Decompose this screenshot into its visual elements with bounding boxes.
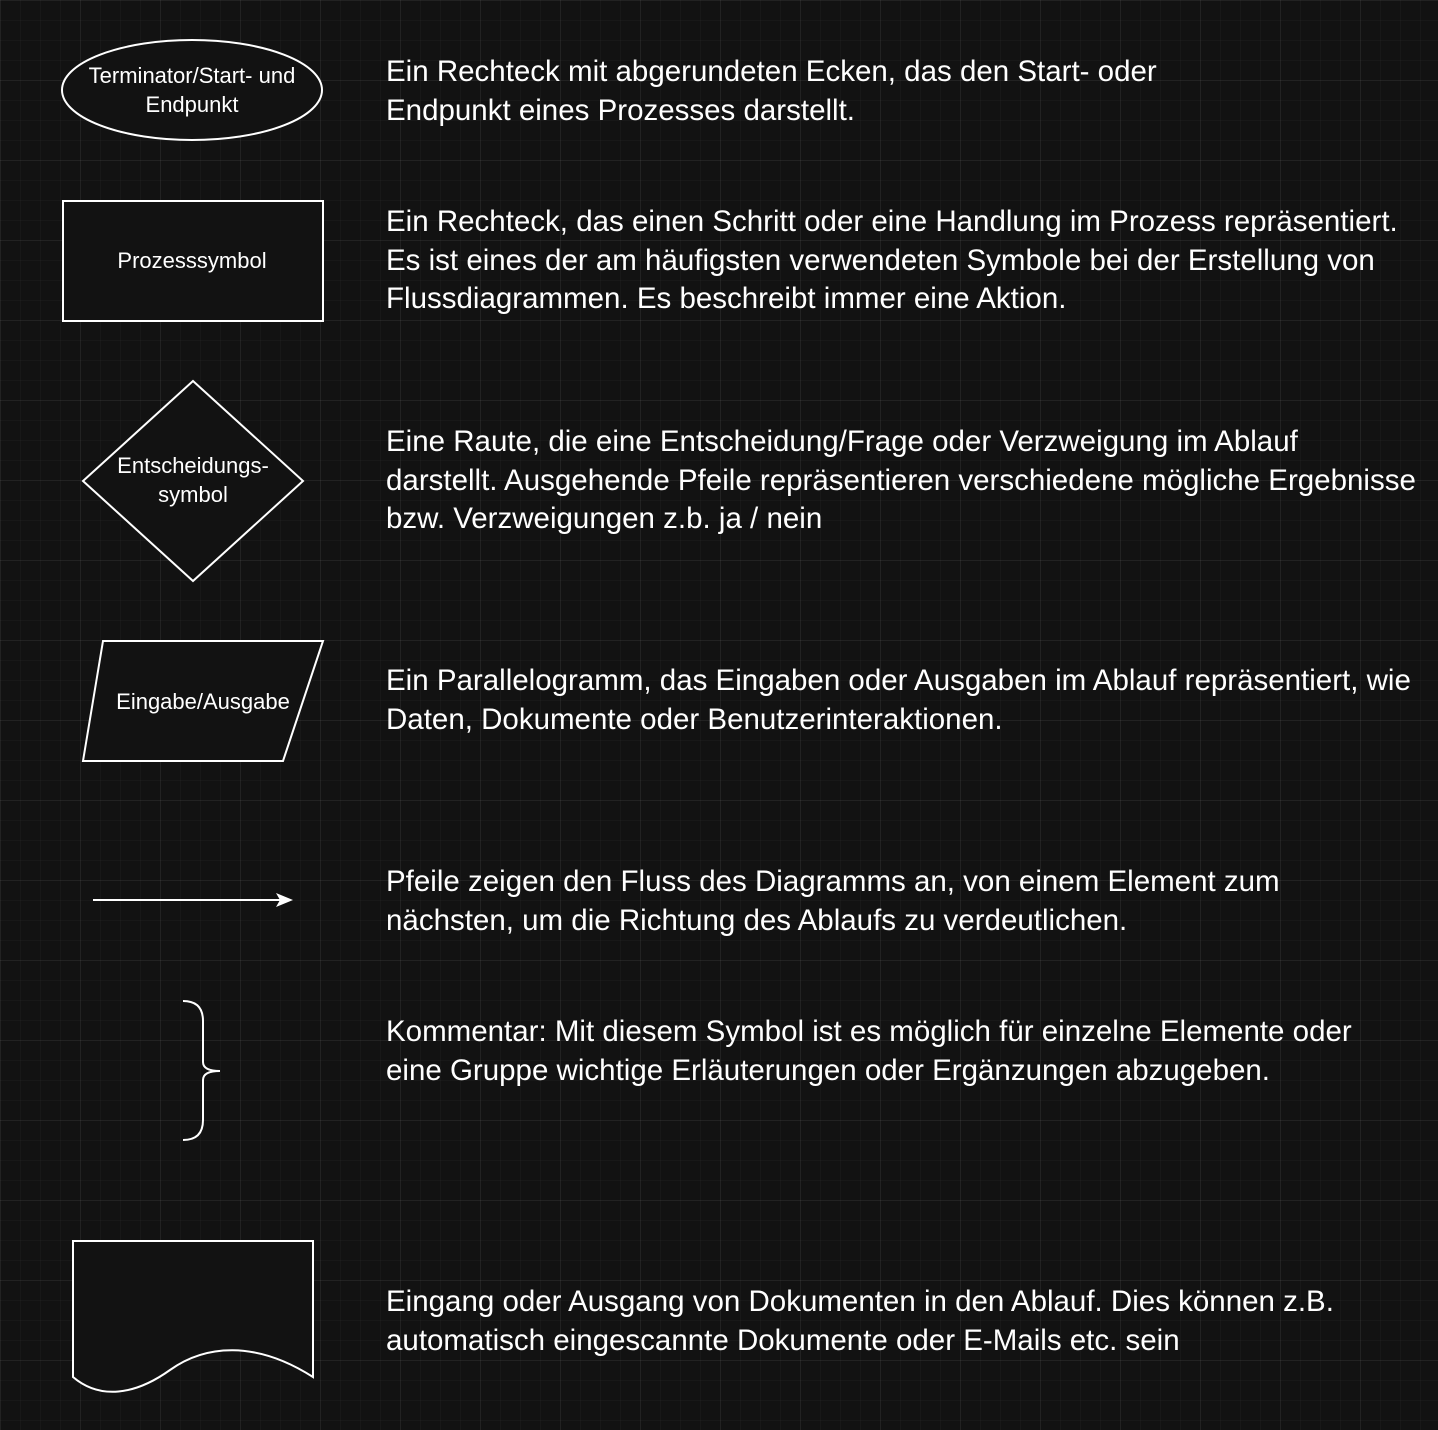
arrow-description: Pfeile zeigen den Fluss des Diagramms an, von einem Element zum nächsten, um die Richtung des Ablaufs zu verdeutlichen. [386, 865, 1280, 937]
process-description: Ein Rechteck, das einen Schritt oder eine Handlung im Prozess repräsentiert. Es ist eines der am häufigsten verwendeten Symbole bei der Erstellung von Flussdiagrammen. Es beschreibt immer eine Aktion. [386, 205, 1398, 315]
terminator-label: Terminator/Start- und Endpunkt [88, 63, 296, 117]
arrow-symbol[interactable] [93, 893, 293, 907]
comment-description: Kommentar: Mit diesem Symbol ist es möglich für einzelne Elemente oder eine Gruppe wichtige Erläuterungen oder Ergänzungen abzugeben. [386, 1015, 1352, 1087]
process-label: Prozesssymbol [117, 248, 267, 273]
input-output-description: Ein Parallelogramm, das Eingaben oder Ausgaben im Ablauf repräsentiert, wie Daten, Dokumente oder Benutzerinteraktionen. [386, 664, 1411, 736]
comment-brace-shape[interactable] [183, 1001, 220, 1140]
document-description: Eingang oder Ausgang von Dokumenten in den Ablauf. Dies können z.B. automatisch eingescannte Dokumente oder E-Mails etc. sein [386, 1285, 1334, 1357]
decision-label: Entscheidungs-symbol [117, 453, 269, 507]
document-shape[interactable] [73, 1241, 313, 1392]
decision-description: Eine Raute, die eine Entscheidung/Frage oder Verzweigung im Ablauf darstellt. Ausgehende Pfeile repräsentieren verschiedene mögliche Ergebnisse bzw. Verzweigungen z.b. ja / nein [386, 425, 1416, 535]
input-output-label: Eingabe/Ausgabe [116, 689, 290, 714]
terminator-description: Ein Rechteck mit abgerundeten Ecken, das den Start- oder Endpunkt eines Prozesses darstellt. [386, 55, 1157, 127]
